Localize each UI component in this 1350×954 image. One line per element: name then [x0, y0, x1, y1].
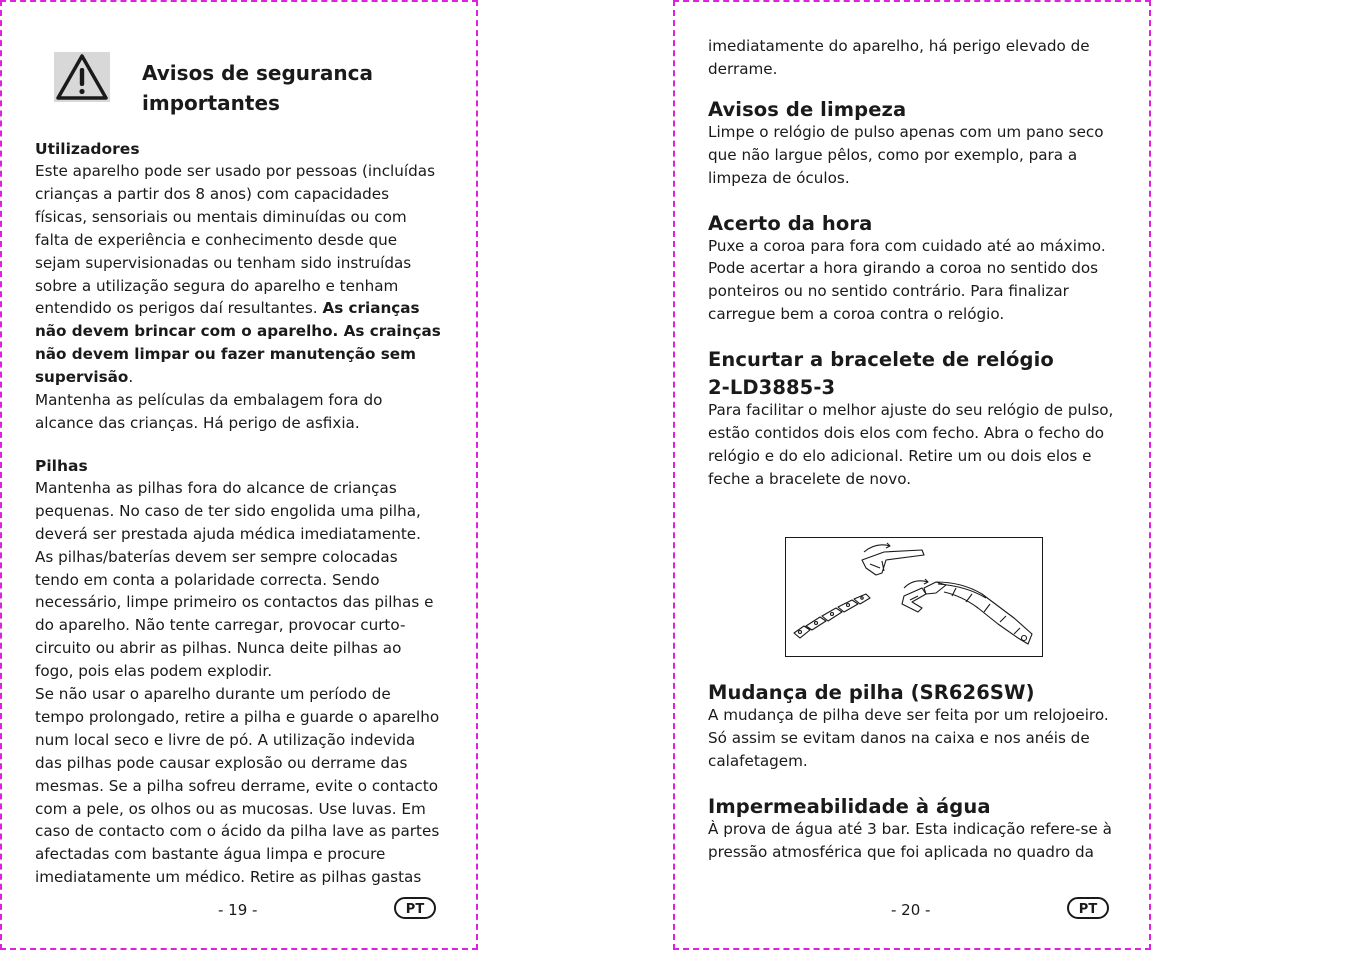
batteries-paragraph-2: As pilhas/baterías devem ser sempre colocadas tendo em conta a polaridade correcta. Sendo necessário, limpe primeiro os contactos das pilhas e do aparelho. Não tente carregar, provocar curto-circuito ou abrir as pilhas. Nunca deite pilhas ao fogo, pois elas podem explodir. — [35, 547, 434, 681]
right-content-lower — [708, 678, 1115, 864]
page-title — [142, 58, 442, 118]
users-text-after: . — [128, 368, 134, 387]
cleaning-heading: Avisos de limpeza — [708, 97, 907, 121]
strap-text: Para facilitar o melhor ajuste do seu relógio de pulso, estão contidos dois elos com fecho. Abra o fecho do relógio e do elo adicional. Retire um ou dois elos e feche a bracelete de novo. — [708, 401, 1114, 488]
battery-change-heading: Mudança de pilha (SR626SW) — [708, 681, 1035, 704]
battery-change-text: A mudança de pilha deve ser feita por um relojoeiro. Só assim se evitam danos na caixa e nos anéis de calafetagem. — [708, 706, 1109, 770]
time-setting-heading: Acerto da hora — [708, 211, 873, 235]
continuation-text: imediatamente do aparelho, há perigo elevado de derrame. — [708, 37, 1090, 78]
page-left — [0, 0, 478, 950]
users-text — [35, 160, 442, 389]
users-text-2: Mantenha as películas da embalagem fora do alcance das crianças. Há perigo de asfixia. — [35, 391, 383, 432]
title-line-2: importantes — [142, 91, 280, 115]
strap-heading-line-2: 2-LD3885-3 — [708, 376, 836, 400]
warning-triangle-icon — [54, 52, 110, 102]
page-number: - 19 - — [218, 901, 258, 919]
batteries-paragraph-1: Mantenha as pilhas fora do alcance de crianças pequenas. No caso de ter sido engolida uma pilha, deverá ser prestada ajuda médica imediatamente. — [35, 478, 421, 543]
batteries-paragraph-3: Se não usar o aparelho durante um período de tempo prolongado, retire a pilha e guarde o aparelho num local seco e livre de pó. A utilização indevida das pilhas pode causar explosão ou derrame das mesmas. Se a pilha sofreu derrame, evite o contacto com a pele, os olhos ou as mucosas. Use luvas. Em caso de contacto com o ácido da pilha lave as partes afectadas com bastante água limpa e procure imediatamente um médico. Retire as pilhas gastas — [35, 685, 440, 887]
water-resistance-heading: Impermeabilidade à água — [708, 794, 991, 818]
users-text-plain: Este aparelho pode ser usado por pessoas (incluídas crianças a partir dos 8 anos) com capacidades físicas, sensoriais ou mentais diminuídas ou com falta de experiência e conhecimento desde que sejam supervisionadas ou tenham sido instruídas sobre a utilização segura do aparelho e tenham entendido os perigos daí resultantes. — [35, 162, 435, 318]
language-badge: PT — [1067, 897, 1109, 919]
right-content — [708, 35, 1115, 491]
left-content — [35, 138, 442, 889]
title-line-1: Avisos de seguranca — [142, 61, 373, 85]
users-text-bold: As crianças não devem brincar com o aparelho. As crainças não devem limpar ou fazer manutenção sem supervisão — [35, 299, 441, 387]
page-right — [673, 0, 1151, 950]
water-resistance-text: À prova de água até 3 bar. Esta indicação refere-se à pressão atmosférica que foi aplicada no quadro da — [708, 819, 1112, 861]
strap-heading-line-1: Encurtar a bracelete de relógio — [708, 348, 1054, 372]
batteries-heading: Pilhas — [35, 456, 88, 475]
watch-strap-links-illustration — [785, 537, 1043, 657]
cleaning-text: Limpe o relógio de pulso apenas com um pano seco que não largue pêlos, como por exemplo, para a limpeza de óculos. — [708, 122, 1104, 187]
language-badge: PT — [394, 897, 436, 919]
time-setting-text: Puxe a coroa para fora com cuidado até ao máximo. Pode acertar a hora girando a coroa no sentido dos ponteiros ou no sentido contrário. Para finalizar carregue bem a coroa contra o relógio. — [708, 236, 1106, 324]
page-number: - 20 - — [891, 901, 931, 919]
users-heading: Utilizadores — [35, 140, 140, 158]
